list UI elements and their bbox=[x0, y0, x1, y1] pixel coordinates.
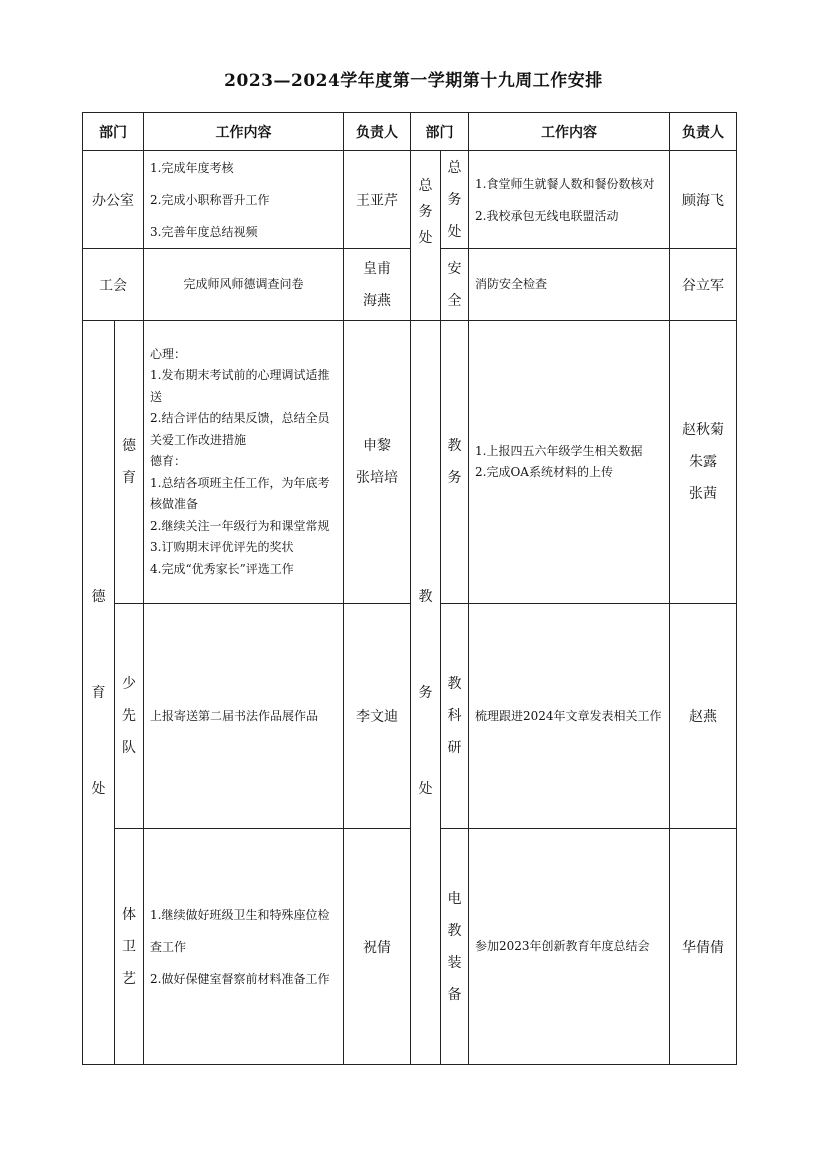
teaching-person: 赵秋菊 朱露 张茜 bbox=[670, 321, 737, 604]
general-affairs-person: 顾海飞 bbox=[670, 151, 737, 249]
list-item: 2.做好保健室督察前材料准备工作 bbox=[150, 971, 330, 986]
page-title: 2023—2024学年度第一学期第十九周工作安排 bbox=[224, 71, 603, 91]
union-person: 皇甫 海燕 bbox=[344, 249, 411, 321]
list-item: 2.完成小职称晋升工作 bbox=[150, 192, 270, 207]
table-row bbox=[83, 249, 737, 321]
office-content bbox=[144, 151, 344, 249]
dept-union: 工会 bbox=[83, 249, 144, 321]
list-item: 4.完成“优秀家长”评选工作 bbox=[150, 561, 294, 576]
header-person-left: 负责人 bbox=[344, 113, 411, 151]
dept-academic-office: 教 务 处 bbox=[411, 321, 441, 1065]
list-item: 1.发布期末考试前的心理调试适推送 bbox=[150, 368, 330, 404]
teaching-content bbox=[469, 321, 670, 604]
research-person: 赵燕 bbox=[670, 604, 737, 829]
list-item: 德育： bbox=[150, 454, 187, 469]
moral-edu-person: 申黎 张培培 bbox=[344, 321, 411, 604]
pe-arts-person: 祝倩 bbox=[344, 829, 411, 1065]
list-item: 1.上报四五六年级学生相关数据 bbox=[475, 444, 643, 458]
dept-research: 教 科 研 bbox=[441, 604, 469, 829]
table-row bbox=[83, 151, 737, 249]
pioneers-person: 李文迪 bbox=[344, 604, 411, 829]
av-equipment-content: 参加2023年创新教育年度总结会 bbox=[469, 829, 670, 1065]
av-equipment-person: 华倩倩 bbox=[670, 829, 737, 1065]
table-row bbox=[83, 604, 737, 829]
table-row bbox=[83, 829, 737, 1065]
header-content-left: 工作内容 bbox=[144, 113, 344, 151]
union-content: 完成师风师德调查问卷 bbox=[144, 249, 344, 321]
dept-general-affairs-sub: 总 务 处 bbox=[441, 151, 469, 249]
header-person-right: 负责人 bbox=[670, 113, 737, 151]
table-row bbox=[83, 321, 737, 604]
dept-office: 办公室 bbox=[83, 151, 144, 249]
dept-safety: 安 全 bbox=[441, 249, 469, 321]
general-affairs-content bbox=[469, 151, 670, 249]
dept-pioneers: 少 先 队 bbox=[115, 604, 144, 829]
dept-av-equipment: 电 教 装 备 bbox=[441, 829, 469, 1065]
dept-moral-office: 德 育 处 bbox=[83, 321, 115, 1065]
dept-pe-arts: 体 卫 艺 bbox=[115, 829, 144, 1065]
list-item: 1.继续做好班级卫生和特殊座位检查工作 bbox=[150, 907, 330, 954]
pioneers-content: 上报寄送第二届书法作品展作品 bbox=[144, 604, 344, 829]
dept-general-affairs: 总 务 处 bbox=[411, 151, 441, 321]
list-item: 心理： bbox=[150, 346, 187, 361]
moral-edu-content bbox=[144, 321, 344, 604]
header-content-right: 工作内容 bbox=[469, 113, 670, 151]
list-item: 3.完善年度总结视频 bbox=[150, 224, 258, 239]
list-item: 2.完成OA系统材料的上传 bbox=[475, 465, 613, 479]
list-item: 3.订购期末评优评先的奖状 bbox=[150, 540, 294, 555]
office-person: 王亚芹 bbox=[344, 151, 411, 249]
header-row bbox=[83, 113, 737, 151]
dept-moral-edu: 德 育 bbox=[115, 321, 144, 604]
list-item: 1.食堂师生就餐人数和餐份数核对 bbox=[475, 176, 655, 191]
list-item: 2.继续关注一年级行为和课堂常规 bbox=[150, 518, 330, 533]
header-dept-left: 部门 bbox=[83, 113, 144, 151]
list-item: 2.结合评估的结果反馈，总结全员关爱工作改进措施 bbox=[150, 411, 330, 447]
list-item: 1.完成年度考核 bbox=[150, 160, 234, 175]
research-content: 梳理跟进2024年文章发表相关工作 bbox=[469, 604, 670, 829]
dept-teaching: 教 务 bbox=[441, 321, 469, 604]
list-item: 2.我校承包无线电联盟活动 bbox=[475, 208, 619, 223]
safety-person: 谷立军 bbox=[670, 249, 737, 321]
header-dept-right: 部门 bbox=[411, 113, 469, 151]
safety-content: 消防安全检查 bbox=[469, 249, 670, 321]
schedule-table bbox=[82, 112, 737, 1065]
list-item: 1.总结各项班主任工作，为年底考核做准备 bbox=[150, 475, 330, 512]
pe-arts-content bbox=[144, 829, 344, 1065]
